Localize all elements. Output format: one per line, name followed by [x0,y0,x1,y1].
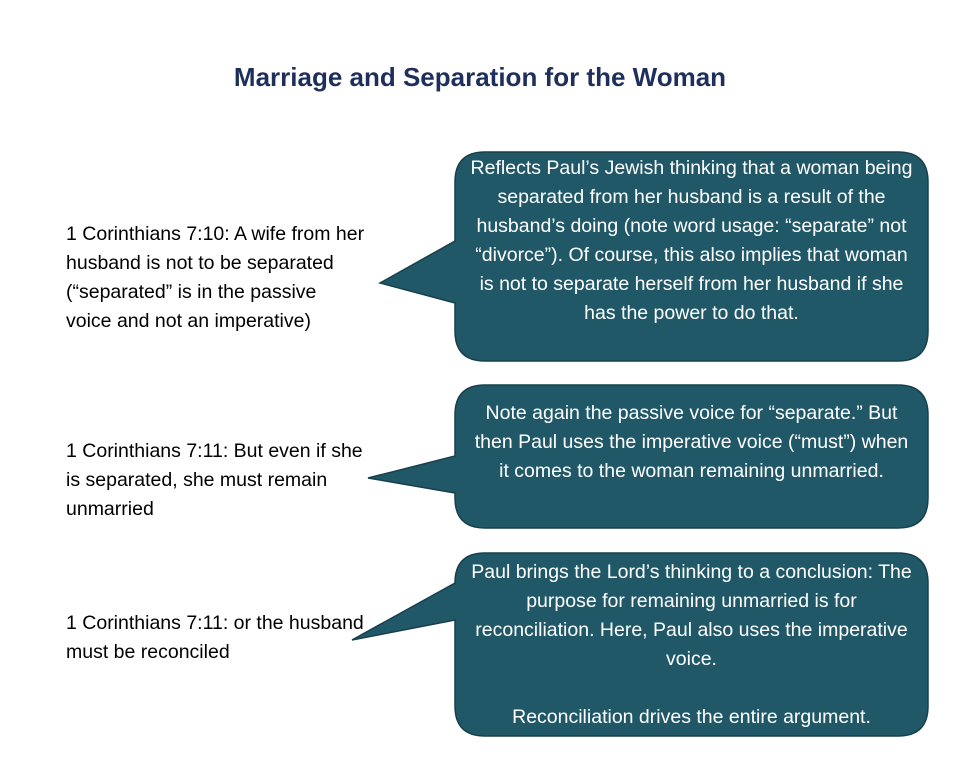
slide-title: Marriage and Separation for the Woman [233,62,727,92]
callout-2-text: Note again the passive voice for “separate.” But then Paul uses the imperative voice (“must”) when it comes to the woman remaining unmarried. [474,402,909,482]
verse-2-text: 1 Corinthians 7:11: But even if she is separated, she must remain unmarried [66,440,363,520]
verse-1-text: 1 Corinthians 7:10: A wife from her husband is not to be separated (“separated” is in the passive voice and not an imperative) [66,223,365,332]
callout-3-text: Paul brings the Lord’s thinking to a conclusion: The purpose for remaining unmarried is for reconciliation. Here, Paul also uses the imperative voice. Reconciliation drives the entire argument. [471,561,912,728]
verse-3-text: 1 Corinthians 7:11: or the husband must be reconciled [66,612,364,663]
callout-1-text: Reflects Paul’s Jewish thinking that a woman being separated from her husband is a result of the husband’s doing (note word usage: “separate” not “divorce”). Of course, this also implies that woman is not to separate herself from her husband if she has the power to do that. [470,157,913,324]
